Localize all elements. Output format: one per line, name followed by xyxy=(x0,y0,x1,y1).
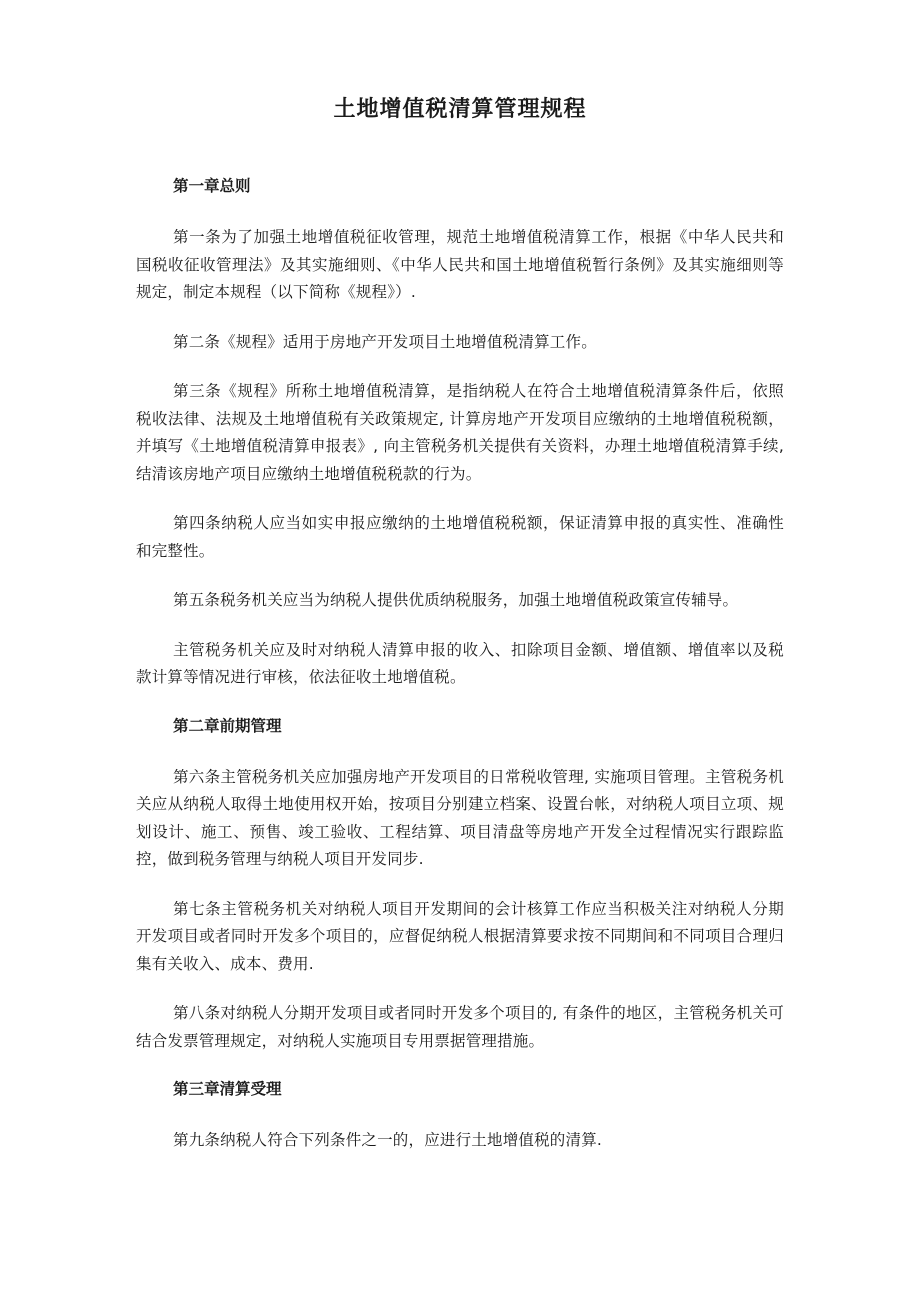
chapter-heading-3: 第三章清算受理 xyxy=(173,1080,282,1098)
article-6: 第六条主管税务机关应加强房地产开发项目的日常税收管理, 实施项目管理。主管税务机关应从纳税人取得土地使用权开始，按项目分别建立档案、设置台帐，对纳税人项目立项、规划设计、施工、预售、竣工验收、工程结算、项目清盘等房地产开发全过程情况实行跟踪监控，做到税务管理与纳税人项目开发同步. xyxy=(136,767,784,868)
document-page xyxy=(136,94,784,1177)
document-title: 土地增值税清算管理规程 xyxy=(333,97,587,122)
article-5: 第五条税务机关应当为纳税人提供优质纳税服务，加强土地增值税政策宣传辅导。 xyxy=(173,591,739,609)
chapter-heading-2: 第二章前期管理 xyxy=(173,716,282,735)
article-2: 第二条《规程》适用于房地产开发项目土地增值税清算工作。 xyxy=(173,332,597,351)
article-8: 第八条对纳税人分期开发项目或者同时开发多个项目的, 有条件的地区，主管税务机关可结合发票管理规定，对纳税人实施项目专用票据管理措施。 xyxy=(136,1004,784,1050)
article-3: 第三条《规程》所称土地增值税清算，是指纳税人在符合土地增值税清算条件后，依照税收法律、法规及土地增值税有关政策规定, 计算房地产开发项目应缴纳的土地增值税税额，并填写《土地增值税清算申报表》, 向主管税务机关提供有关资料，办理土地增值税清算手续, 结清该房地产项目应缴纳土地增值税税款的行为。 xyxy=(136,382,784,483)
article-1: 第一条为了加强土地增值税征收管理，规范土地增值税清算工作，根据《中华人民共和国税收征收管理法》及其实施细则、《中华人民共和国土地增值税暂行条例》及其实施细则等规定，制定本规程（以下简称《规程》）. xyxy=(136,228,784,301)
article-9: 第九条纳税人符合下列条件之一的，应进行土地增值税的清算. xyxy=(173,1131,603,1149)
chapter-heading-1: 第一章总则 xyxy=(173,177,251,195)
article-5-continued: 主管税务机关应及时对纳税人清算申报的收入、扣除项目金额、增值额、增值率以及税款计算等情况进行审核，依法征收土地增值税。 xyxy=(136,640,784,686)
article-4: 第四条纳税人应当如实申报应缴纳的土地增值税税额，保证清算申报的真实性、准确性和完整性。 xyxy=(136,514,784,560)
article-7: 第七条主管税务机关对纳税人项目开发期间的会计核算工作应当积极关注对纳税人分期开发项目或者同时开发多个项目的，应督促纳税人根据清算要求按不同期间和不同项目合理归集有关收入、成本、费用. xyxy=(136,899,784,973)
